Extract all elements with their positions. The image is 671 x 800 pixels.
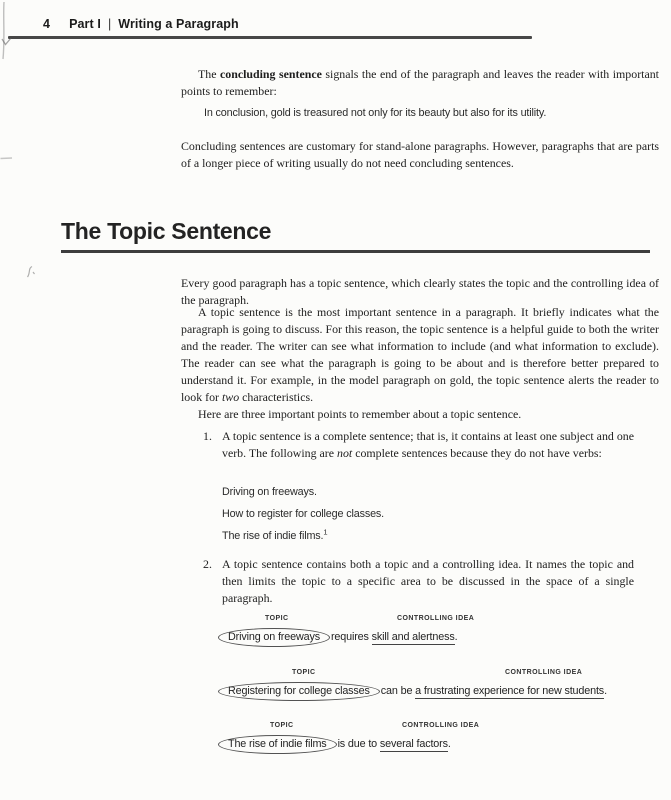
topic-sentence-example-3 <box>181 722 659 770</box>
controlling-idea-label: CONTROLLING IDEA <box>505 669 583 676</box>
fragment-3-text: The rise of indie films. <box>222 530 324 542</box>
list-number-1: 1. <box>203 429 212 443</box>
topic-sentence-example-1 <box>181 615 659 663</box>
sentence-period: . <box>454 631 458 643</box>
topic-label: TOPIC <box>265 615 289 622</box>
example-sentence-2 <box>218 684 607 698</box>
header-divider: | <box>107 17 112 31</box>
connector-text: requires <box>330 631 372 643</box>
underlined-controlling-idea: several factors <box>379 738 448 750</box>
intro-paragraph-concluding-sentence <box>181 66 659 100</box>
numbered-point-1-text <box>222 428 634 462</box>
scan-edge-scratch <box>1 2 7 60</box>
header-rule <box>8 36 532 39</box>
intro-p1-text: The <box>198 67 220 81</box>
intro-p1-text-cont: signals the end of the paragraph and leaves the reader with important points to remember: <box>181 67 659 98</box>
section-paragraph-3: Here are three important points to remember about a topic sentence. <box>198 407 522 421</box>
underlined-controlling-idea: skill and alertness <box>371 631 455 643</box>
numbered-point-2 <box>203 556 634 607</box>
fragment-example-1: Driving on freeways. <box>222 486 317 498</box>
sentence-period: . <box>604 685 607 697</box>
section-heading: The Topic Sentence <box>61 218 272 244</box>
example-sentence-1 <box>218 630 457 644</box>
header-part-label: Part I <box>69 17 101 31</box>
example-sentence-3 <box>218 737 451 751</box>
italic-two: two <box>221 390 240 404</box>
numbered-point-2-text: A topic sentence contains both a topic and a controlling idea. It names the topic and then limits the topic to a specific area to be discussed in the space of a single paragraph. <box>222 557 634 605</box>
section-paragraph-2 <box>181 304 659 406</box>
fragment-example-2: How to register for college classes. <box>222 508 385 520</box>
list-number-2: 2. <box>203 557 212 571</box>
fragment-example-3 <box>222 527 328 542</box>
section-paragraph-1: Every good paragraph has a topic sentence, which clearly states the topic and the controlling idea of the paragraph. <box>181 276 659 307</box>
sentence-period: . <box>447 738 451 750</box>
scan-squiggle-mark <box>23 265 37 283</box>
circled-topic: Driving on freeways <box>218 628 330 647</box>
circled-topic: The rise of indie films <box>218 735 337 754</box>
intro-paragraph-stand-alone: Concluding sentences are customary for stand-alone paragraphs. However, paragraphs that are parts of a longer piece of writing usually do not need concluding sentences. <box>181 139 659 170</box>
circled-topic: Registering for college classes <box>218 682 380 701</box>
topic-sentence-example-2 <box>181 669 659 717</box>
page-header <box>43 17 239 31</box>
italic-not: not <box>337 446 353 460</box>
connector-text: is due to <box>337 738 380 750</box>
controlling-idea-label: CONTROLLING IDEA <box>402 722 480 729</box>
concluding-sentence-example: In conclusion, gold is treasured not only for its beauty but also for its utility. <box>204 107 547 119</box>
point1-text: A topic sentence is a complete sentence; that is, it contains at least one subject and one verb. The following are <box>222 429 634 460</box>
topic-label: TOPIC <box>270 722 294 729</box>
point1-text-cont: complete sentences because they do not have verbs: <box>352 446 602 460</box>
section-p2-text: A topic sentence is the most important sentence in a paragraph. It briefly indicates what the paragraph is going to discuss. For this reason, the topic sentence is a helpful guide to both the writer and the reader. The writer can see what information to include (and what information to exclude). The reader can see what the paragraph is going to be about and is therefore better prepared to understand it. For example, in the model paragraph on gold, the topic sentence alerts the reader to look for <box>181 305 659 404</box>
numbered-point-1 <box>203 428 634 462</box>
header-chapter-title: Writing a Paragraph <box>118 17 239 31</box>
connector-text: can be <box>380 685 416 697</box>
controlling-idea-label: CONTROLLING IDEA <box>397 615 475 622</box>
section-p2-text-cont: characteristics. <box>239 390 314 404</box>
scan-dash-mark <box>0 156 13 161</box>
underlined-controlling-idea: a frustrating experience for new students <box>415 685 605 697</box>
page-number: 4 <box>43 17 51 31</box>
footnote-marker: 1 <box>323 527 328 537</box>
topic-label: TOPIC <box>292 669 316 676</box>
concluding-sentence-term: concluding sentence <box>219 67 322 81</box>
section-heading-rule <box>61 250 650 253</box>
